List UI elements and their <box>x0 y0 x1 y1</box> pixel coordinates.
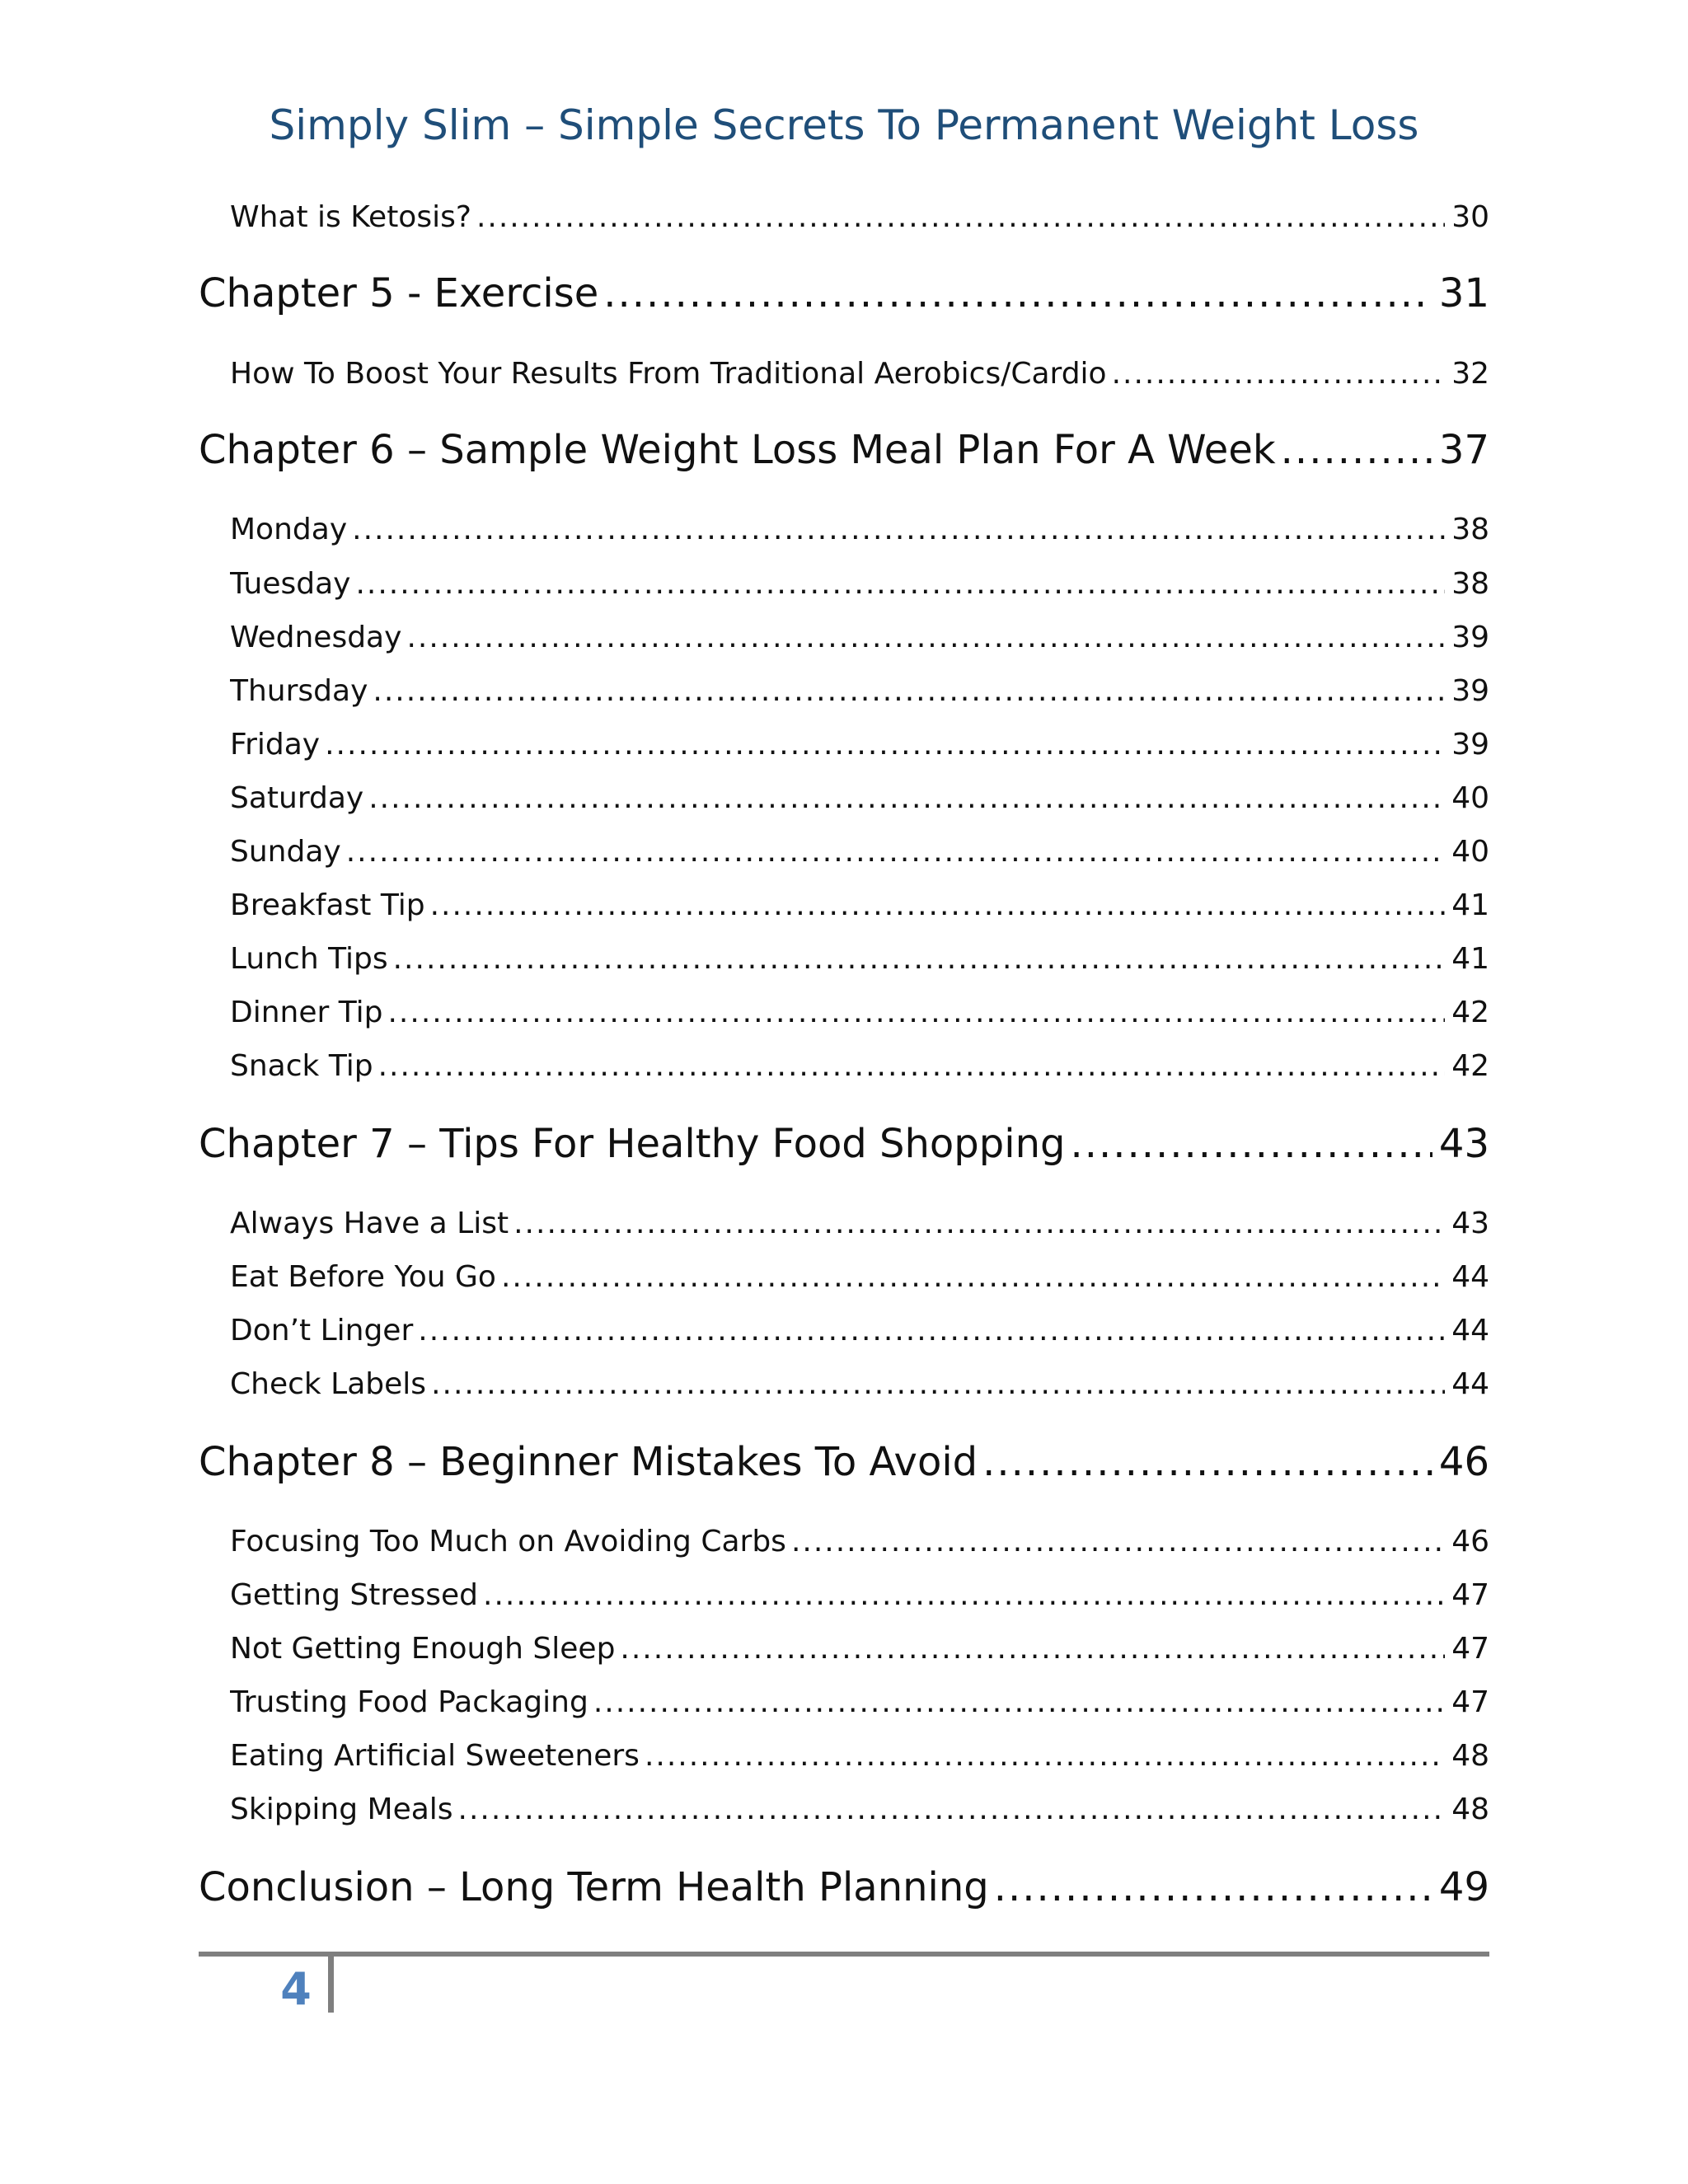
toc-entry-title: How To Boost Your Results From Traditional Aerobics/Cardio <box>230 357 1107 391</box>
toc-entry-page: 32 <box>1451 357 1489 391</box>
toc-entry[interactable] <box>230 1626 1489 1672</box>
toc-entry-title: Friday <box>230 728 321 762</box>
toc-entry-page: 48 <box>1451 1739 1489 1773</box>
dot-leader <box>982 1432 1432 1492</box>
toc-entry-page: 46 <box>1451 1525 1489 1558</box>
dot-leader <box>1112 351 1446 397</box>
toc-entry-page: 47 <box>1451 1685 1489 1719</box>
toc-entry-title: Thursday <box>230 674 368 708</box>
toc-entry[interactable] <box>230 1519 1489 1565</box>
toc-entry[interactable] <box>230 1308 1489 1354</box>
toc-chapter-entry[interactable] <box>199 264 1489 323</box>
toc-chapter-title: Conclusion – Long Term Health Planning <box>199 1864 989 1910</box>
toc-entry[interactable] <box>230 722 1489 768</box>
dot-leader <box>368 776 1445 822</box>
dot-leader <box>387 990 1445 1036</box>
page-number-separator <box>328 1957 334 2013</box>
toc-entry[interactable] <box>230 507 1489 553</box>
toc-entry[interactable] <box>230 668 1489 715</box>
toc-entry-page: 39 <box>1451 728 1489 762</box>
toc-entry[interactable] <box>230 1201 1489 1247</box>
dot-leader <box>501 1254 1445 1301</box>
dot-leader <box>352 507 1445 553</box>
toc-entry[interactable] <box>230 883 1489 929</box>
toc-entry-title: Monday <box>230 513 348 546</box>
running-header: Simply Slim – Simple Secrets To Permanent Weight Loss <box>269 101 1419 149</box>
toc-entry-page: 39 <box>1451 621 1489 654</box>
toc-chapter-title: Chapter 8 – Beginner Mistakes To Avoid <box>199 1439 978 1485</box>
dot-leader <box>418 1308 1445 1354</box>
toc-entry-title: Snack Tip <box>230 1049 373 1083</box>
dot-leader <box>431 1361 1445 1408</box>
dot-leader <box>603 264 1432 323</box>
toc-entry[interactable] <box>230 1572 1489 1619</box>
toc-entry[interactable] <box>230 1733 1489 1779</box>
toc-chapter-title: Chapter 5 - Exercise <box>199 270 599 316</box>
toc-entry-page: 44 <box>1451 1260 1489 1294</box>
table-of-contents <box>199 0 1489 1978</box>
dot-leader <box>476 194 1445 241</box>
toc-chapter-entry[interactable] <box>199 420 1489 480</box>
toc-entry[interactable] <box>230 1043 1489 1090</box>
toc-entry-title: What is Ketosis? <box>230 200 471 234</box>
toc-entry-title: Breakfast Tip <box>230 888 425 922</box>
dot-leader <box>513 1201 1445 1247</box>
toc-entry[interactable] <box>230 776 1489 822</box>
dot-leader <box>1281 420 1432 480</box>
dot-leader <box>430 883 1446 929</box>
toc-chapter-title: Chapter 7 – Tips For Healthy Food Shopping <box>199 1121 1066 1167</box>
toc-entry-title: Skipping Meals <box>230 1793 453 1826</box>
toc-entry-page: 44 <box>1451 1367 1489 1401</box>
dot-leader <box>355 561 1445 607</box>
toc-entry-page: 47 <box>1451 1632 1489 1666</box>
toc-entry[interactable] <box>230 615 1489 661</box>
toc-entry-title: Dinner Tip <box>230 996 383 1029</box>
dot-leader <box>791 1519 1445 1565</box>
toc-entry-title: Sunday <box>230 835 341 869</box>
toc-chapter-page: 49 <box>1438 1864 1489 1910</box>
dot-leader <box>593 1680 1445 1726</box>
toc-entry-title: Saturday <box>230 781 364 815</box>
toc-chapter-title: Chapter 6 – Sample Weight Loss Meal Plan For A Week <box>199 427 1276 473</box>
toc-chapter-entry[interactable] <box>199 1114 1489 1174</box>
toc-chapter-page: 43 <box>1438 1121 1489 1167</box>
toc-entry-title: Lunch Tips <box>230 942 388 976</box>
toc-entry-page: 41 <box>1451 942 1489 976</box>
toc-entry-page: 47 <box>1451 1578 1489 1612</box>
footer-divider <box>199 1952 1489 1957</box>
toc-chapter-page: 31 <box>1438 270 1489 316</box>
toc-entry-page: 42 <box>1451 1049 1489 1083</box>
toc-entry-page: 40 <box>1451 781 1489 815</box>
toc-entry[interactable] <box>230 351 1489 397</box>
toc-entry-title: Trusting Food Packaging <box>230 1685 588 1719</box>
toc-entry[interactable] <box>230 829 1489 875</box>
dot-leader <box>325 722 1445 768</box>
toc-entry-page: 38 <box>1451 513 1489 546</box>
toc-entry-title: Check Labels <box>230 1367 427 1401</box>
toc-entry-page: 43 <box>1451 1207 1489 1240</box>
dot-leader <box>483 1572 1445 1619</box>
toc-entry-page: 41 <box>1451 888 1489 922</box>
toc-entry-title: Getting Stressed <box>230 1578 479 1612</box>
toc-entry[interactable] <box>230 561 1489 607</box>
toc-entry-title: Eat Before You Go <box>230 1260 496 1294</box>
toc-chapter-page: 46 <box>1438 1439 1489 1485</box>
page-number: 4 <box>280 1963 312 2015</box>
dot-leader <box>373 668 1445 715</box>
dot-leader <box>458 1787 1446 1833</box>
dot-leader <box>620 1626 1445 1672</box>
dot-leader <box>994 1858 1432 1917</box>
toc-entry-title: Always Have a List <box>230 1207 509 1240</box>
dot-leader <box>393 936 1446 982</box>
toc-entry-page: 39 <box>1451 674 1489 708</box>
dot-leader <box>406 615 1445 661</box>
toc-entry-page: 40 <box>1451 835 1489 869</box>
dot-leader <box>1070 1114 1432 1174</box>
toc-entry-page: 48 <box>1451 1793 1489 1826</box>
toc-entry[interactable] <box>230 1787 1489 1833</box>
toc-entry[interactable] <box>230 1680 1489 1726</box>
dot-leader <box>645 1733 1445 1779</box>
dot-leader <box>378 1043 1446 1090</box>
dot-leader <box>346 829 1445 875</box>
toc-chapter-page: 37 <box>1438 427 1489 473</box>
toc-entry-page: 38 <box>1451 567 1489 601</box>
toc-entry-page: 44 <box>1451 1314 1489 1347</box>
toc-entry[interactable] <box>230 936 1489 982</box>
toc-entry[interactable] <box>230 1361 1489 1408</box>
toc-entry-title: Eating Artificial Sweeteners <box>230 1739 640 1773</box>
toc-entry-title: Tuesday <box>230 567 351 601</box>
toc-entry[interactable] <box>230 1254 1489 1301</box>
toc-entry-page: 30 <box>1451 200 1489 234</box>
toc-entry-title: Focusing Too Much on Avoiding Carbs <box>230 1525 786 1558</box>
toc-chapter-entry[interactable] <box>199 1432 1489 1492</box>
toc-entry-title: Not Getting Enough Sleep <box>230 1632 616 1666</box>
toc-entry-page: 42 <box>1451 996 1489 1029</box>
toc-entry-title: Don’t Linger <box>230 1314 414 1347</box>
toc-chapter-entry[interactable] <box>199 1858 1489 1917</box>
toc-entry[interactable] <box>230 194 1489 241</box>
toc-entry-title: Wednesday <box>230 621 402 654</box>
toc-entry[interactable] <box>230 990 1489 1036</box>
